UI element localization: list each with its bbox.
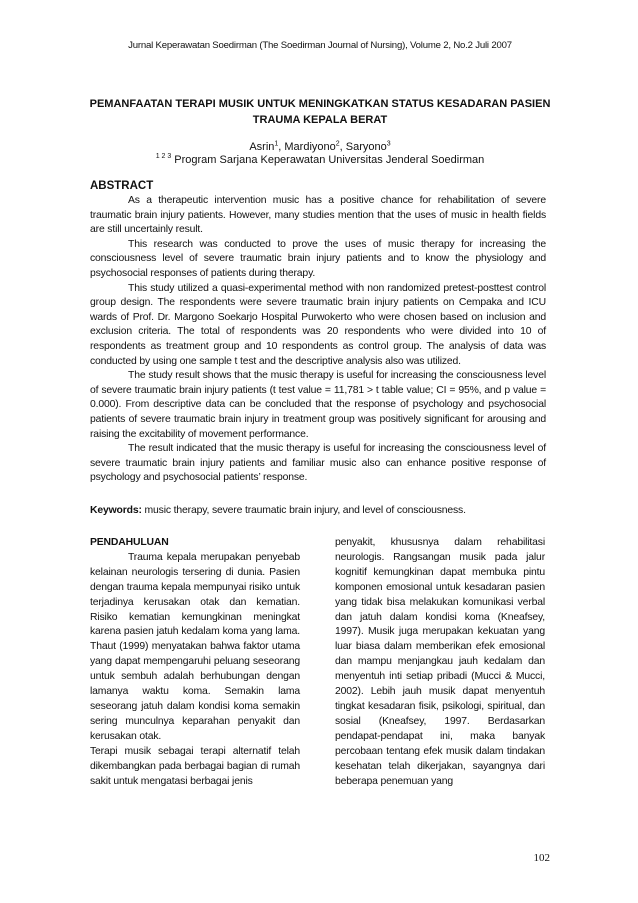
keywords [90,504,546,519]
abstract-paragraph: As a therapeutic intervention music has a positive chance for rehabilitation of severe traumatic brain injury patients. However, many studies mention that the uses of music in health fields are still uncertainly result. [90,195,546,236]
abstract-paragraph: The study result shows that the music therapy is useful for increasing the consciousness level of severe traumatic brain injury patients (t test value = 11,781 > t table value; CI = 95%, and p value = 0.000). From descriptive data can be concluded that the response of psychology and psychosocial patients of severe traumatic brain injury in treatment group was positively significant for arousing and raising the excitability of movement performance. [90,370,546,440]
running-head: Jurnal Keperawatan Soedirman (The Soedirman Journal of Nursing), Volume 2, No.2 Juli 2007 [128,40,512,51]
author-3: , Saryono [339,141,387,153]
affiliation-marks: 1 2 3 [155,153,172,161]
abstract-body [90,194,546,486]
abstract-paragraph: This study utilized a quasi-experimental method with non randomized pretest-posttest control group design. The respondents were severe traumatic brain injury patients on Cempaka and ICU wards of Prof. Dr. Margono Soekarjo Hospital Purwokerto who were chosen based on inclusion and exclusion criteria. The total of respondents was 20 respondents who were divided into 10 of respondents as treatment group and 10 respondents as control group. The analysis of data was conducted by using one sample t test and the descriptive analysis also was utilized. [90,282,546,367]
page-number: 102 [533,852,550,864]
abstract-paragraph: This research was conducted to prove the uses of music therapy for increasing the consciousness level of severe traumatic brain injury patients and to know the physiology and psychosocial responses of patients during therapy. [90,238,546,279]
keywords-text: music therapy, severe traumatic brain injury, and level of consciousness. [141,505,466,516]
affiliation-text: Program Sarjana Keperawatan Universitas Jenderal Soedirman [174,154,485,166]
body-column-right [335,536,545,789]
author-2-mark: 2 [335,140,340,148]
section-heading: PENDAHULUAN [90,537,169,548]
author-1-mark: 1 [274,140,279,148]
author-1: Asrin [249,141,275,153]
article-title: PEMANFAATAN TERAPI MUSIK UNTUK MENINGKATKAN STATUS KESADARAN PASIEN TRAUMA KEPALA BERAT [89,98,551,126]
body-paragraph: Trauma kepala merupakan penyebab kelainan neurologis tersering di dunia. Pasien dengan trauma kepala mempunyai risiko untuk terjadinya kerusakan otak dan kematian. Risiko kematian kemungkinan meningkat karena pasien jatuh kedalam koma yang lama. Thaut (1999) menyatakan bahwa faktor utama yang dapat mempengaruhi peluang seseorang untuk sembuh adalah berhubungan dengan lamanya waktu koma. Semakin lama seseorang jatuh dalam kondisi koma semakin sering munculnya keparahan penyakit dan kerusakan otak. [90,551,300,742]
body-paragraph: penyakit, khususnya dalam rehabilitasi neurologis. Rangsangan musik pada jalur kognitif kemungkinan dapat membuka pintu komponen emosional untuk kesadaran pasien yang tidak bisa melakukan komunikasi verbal dan jatuh dalam kondisi koma (Kneafsey, 1997). Musik juga merupakan kekuatan yang luar biasa dalam memberikan efek emosional dan mampu menjangkau jauh kedalam dan menyentuh inti setiap pribadi (Mucci & Mucci, 2002). Lebih jauh musik dapat menyentuh tingkat kesadaran fisik, psikologi, spiritual, dan sosial (Kneafsey, 1997. Berdasarkan pendapat-pendapat ini, maka banyak percobaan tentang efek musik dalam tindakan kesehatan telah dikerjakan, sayangnya dari beberapa penemuan yang [335,537,545,787]
body-column-left [90,536,300,789]
abstract-paragraph: The result indicated that the music therapy is useful for increasing the consciousness level of severe traumatic brain injury patients and familiar music also can enhance positive response of psychology and psychosocial patients’ response. [90,443,546,484]
keywords-label: Keywords: [90,505,142,516]
affiliation [90,153,550,168]
author-2: , Mardiyono [278,141,336,153]
body-paragraph: Terapi musik sebagai terapi alternatif telah dikembangkan pada berbagai bagian di rumah sakit untuk mengatasi berbagai jenis [90,745,300,787]
abstract-heading: ABSTRACT [90,180,154,192]
author-3-mark: 3 [386,140,391,148]
